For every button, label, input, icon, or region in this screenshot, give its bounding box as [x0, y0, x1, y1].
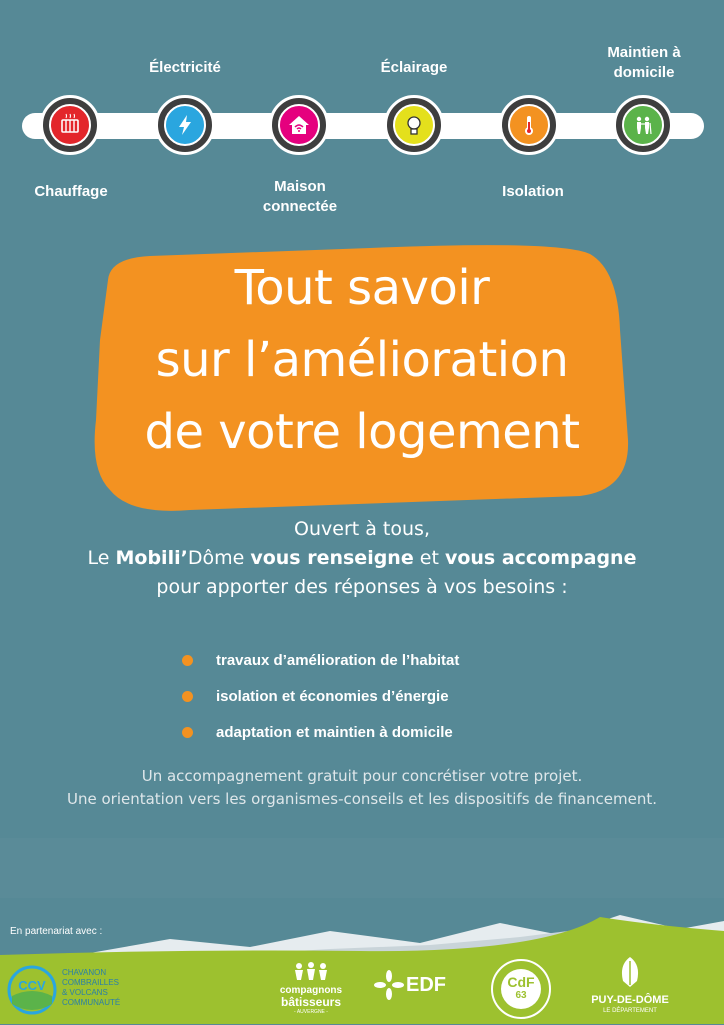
compagnons-batisseurs-logo: compagnons bâtisseurs - AUVERGNE - [268, 962, 354, 1016]
list-item: travaux d’amélioration de l’habitat [182, 650, 602, 686]
intro-line-1: Ouvert à tous, [294, 518, 430, 540]
bullet-dot-icon [182, 655, 193, 666]
needs-list [182, 650, 602, 758]
conference-financeurs-logo: CdF 63 [490, 958, 552, 1020]
edf-flower-icon [374, 970, 404, 1000]
lightbulb-icon [393, 104, 435, 146]
thermometer-icon [508, 104, 550, 146]
timeline-track [22, 113, 704, 139]
list-item: isolation et économies d’énergie [182, 686, 602, 722]
leaf-icon [617, 955, 643, 989]
timeline-node-electricite [155, 95, 215, 155]
bullet-dot-icon [182, 727, 193, 738]
lightning-icon [164, 104, 206, 146]
bullet-dot-icon [182, 691, 193, 702]
edf-logo: EDF [374, 970, 454, 1000]
headline-line-3: de votre logement [144, 404, 580, 460]
people-icon [291, 962, 331, 980]
outro-line-2: Une orientation vers les organismes-conseils et les dispositifs de financement. [67, 790, 657, 808]
outro-line-1: Un accompagnement gratuit pour concrétiser votre projet. [141, 767, 583, 785]
mobili-brand: Mobili’ [115, 547, 188, 569]
partners-label: En partenariat avec : [10, 926, 103, 937]
intro-line-3: pour apporter des réponses à vos besoins : [156, 576, 568, 598]
timeline-label-chauffage: Chauffage [34, 183, 108, 200]
radiator-icon [49, 104, 91, 146]
ccv-logo: CCV [6, 964, 58, 1016]
timeline-node-eclairage [384, 95, 444, 155]
timeline-label-maison: Maison connectée [262, 178, 338, 215]
timeline-node-chauffage [40, 95, 100, 155]
timeline-label-electricite: Électricité [149, 59, 221, 76]
partner-band [0, 838, 724, 898]
timeline-node-maintien [613, 95, 673, 155]
timeline-label-eclairage: Éclairage [380, 59, 448, 76]
outro [20, 765, 704, 811]
intro [20, 515, 704, 602]
wifi-house-icon [278, 104, 320, 146]
headline-line-2: sur l’amélioration [155, 332, 569, 388]
assistance-icon [622, 104, 664, 146]
timeline-node-maison [269, 95, 329, 155]
timeline-node-isolation [499, 95, 559, 155]
timeline-label-maintien: Maintien à domicile [607, 44, 681, 81]
puy-de-dome-logo: PUY-DE-DÔME LE DÉPARTEMENT [585, 955, 675, 1015]
headline-line-1: Tout savoir [234, 260, 490, 316]
intro-line-2: Le Mobili’Dôme vous renseigne et vous accompagne [87, 547, 637, 569]
list-item: adaptation et maintien à domicile [182, 722, 602, 758]
headline [60, 252, 664, 468]
ccv-logo-text: CHAVANON COMBRAILLES & VOLCANS COMMUNAUTÉ [62, 968, 121, 1007]
timeline-label-isolation: Isolation [502, 183, 564, 200]
